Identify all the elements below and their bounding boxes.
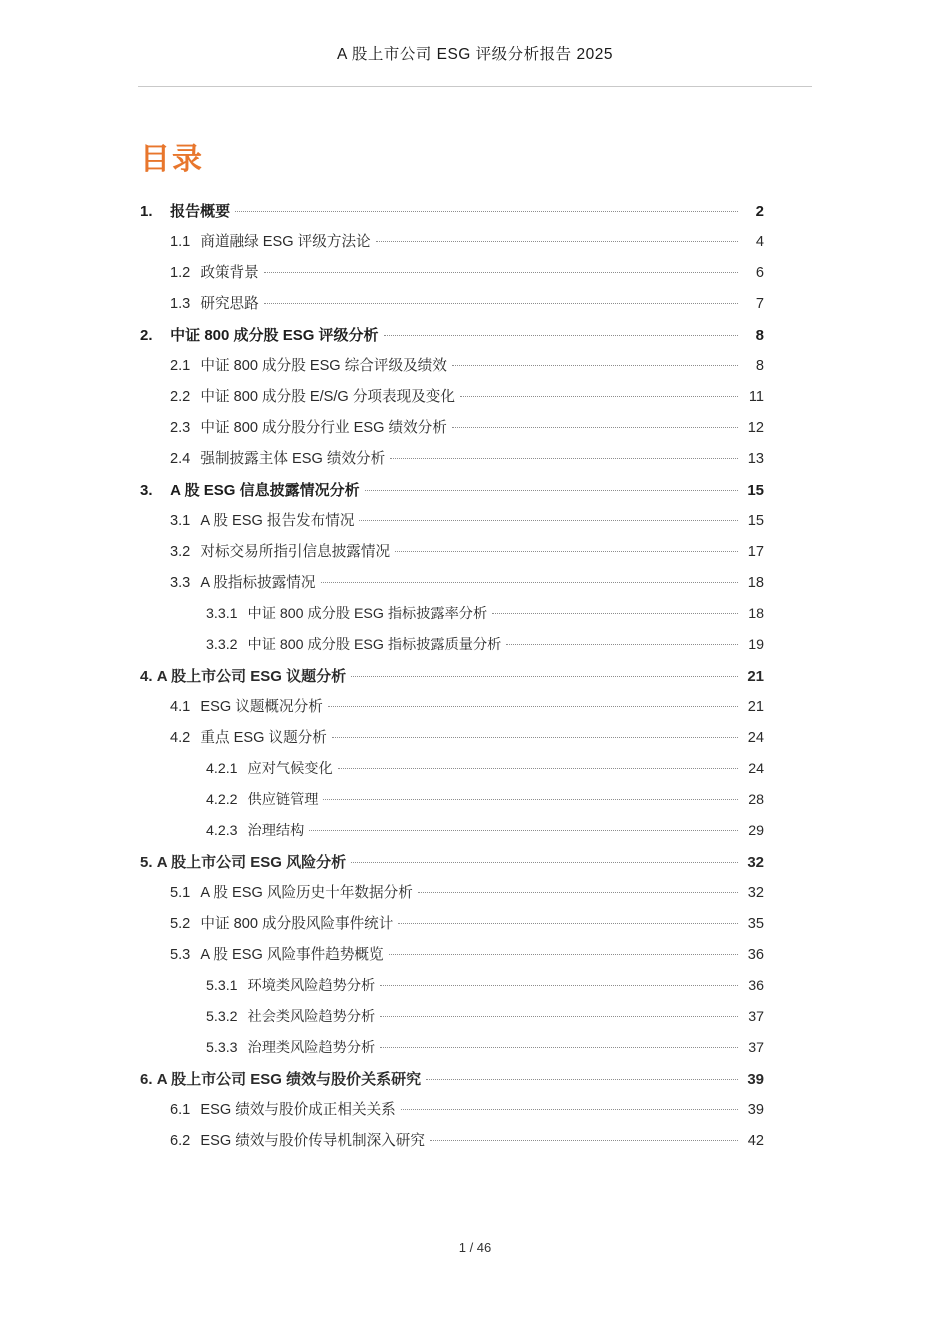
toc-entry-label: ESG 绩效与股价传导机制深入研究 [200, 1133, 425, 1149]
toc-entry-label: A 股指标披露情况 [200, 575, 316, 591]
toc-entry-number: 2.4 [170, 451, 191, 467]
toc-entry-page: 4 [755, 234, 764, 250]
toc-entry-number: 1.3 [170, 296, 191, 312]
toc-entry-page: 17 [747, 544, 764, 560]
toc-entry-number: 3.2 [170, 544, 191, 560]
toc-entry[interactable] [0, 1103, 950, 1134]
toc-entry-label: 政策背景 [200, 265, 259, 281]
toc-entry-number: 2. [140, 327, 153, 344]
toc-entry-number: 5.3.1 [206, 978, 238, 994]
toc-leader-dots [328, 706, 738, 707]
toc-entry[interactable] [0, 1134, 950, 1165]
toc-entry[interactable] [0, 793, 950, 824]
toc-leader-dots [395, 551, 738, 552]
toc-entry-number: 5.2 [170, 916, 191, 932]
toc-entry-number: 5.3.2 [206, 1009, 238, 1025]
toc-entry-page: 8 [755, 358, 764, 374]
toc-entry-number: 4.2.2 [206, 792, 238, 808]
toc-entry-label: A 股上市公司 ESG 议题分析 [156, 668, 347, 685]
toc-leader-dots [351, 676, 738, 677]
toc-entry-page: 24 [747, 730, 764, 746]
page-footer [0, 1240, 950, 1255]
toc-entry-number: 4.2 [170, 730, 191, 746]
toc-entry-label: ESG 议题概况分析 [200, 699, 323, 715]
toc-leader-dots [332, 737, 738, 738]
toc-entry-page: 39 [747, 1071, 764, 1088]
toc-entry-page: 32 [747, 854, 764, 871]
toc-entry-label: A 股上市公司 ESG 绩效与股价关系研究 [156, 1071, 422, 1088]
toc-entry-label: 重点 ESG 议题分析 [200, 730, 327, 746]
toc-leader-dots [380, 1016, 738, 1017]
toc-entry-label: 中证 800 成分股风险事件统计 [200, 916, 394, 932]
toc-leader-dots [460, 396, 738, 397]
toc-entry-page: 2 [755, 203, 764, 220]
toc-entry[interactable] [0, 948, 950, 979]
toc-entry-label: ESG 绩效与股价成正相关关系 [200, 1102, 396, 1118]
toc-entry-label: 中证 800 成分股 ESG 综合评级及绩效 [200, 358, 447, 374]
toc-entry-label: 中证 800 成分股分行业 ESG 绩效分析 [200, 420, 447, 436]
toc-entry-page: 36 [748, 978, 764, 994]
toc-entry-label: 中证 800 成分股 ESG 评级分析 [170, 327, 379, 344]
toc-leader-dots [452, 365, 738, 366]
toc-leader-dots [380, 1047, 738, 1048]
toc-entry-label: 治理结构 [247, 823, 305, 839]
toc-entry-label: 强制披露主体 ESG 绩效分析 [200, 451, 386, 467]
toc-leader-dots [309, 830, 738, 831]
toc-entry-number: 6. [140, 1071, 153, 1088]
toc-entry-number: 2.1 [170, 358, 191, 374]
toc-entry-number: 3. [140, 482, 153, 499]
toc-entry[interactable] [0, 1072, 950, 1103]
toc-leader-dots [264, 303, 738, 304]
toc-leader-dots [384, 335, 738, 336]
page-number: 1 / 46 [458, 1240, 492, 1255]
toc-entry[interactable] [0, 483, 950, 514]
toc-leader-dots [359, 520, 738, 521]
toc-entry-number: 3.3.2 [206, 637, 238, 653]
toc-entry-page: 37 [748, 1009, 764, 1025]
toc-entry[interactable] [0, 700, 950, 731]
toc-leader-dots [398, 923, 738, 924]
toc-leader-dots [264, 272, 738, 273]
toc-leader-dots [401, 1109, 738, 1110]
toc-entry-page: 12 [747, 420, 764, 436]
toc-heading: 目录 [140, 143, 204, 176]
toc-entry-page: 28 [748, 792, 764, 808]
toc-leader-dots [380, 985, 738, 986]
toc-entry-label: A 股上市公司 ESG 风险分析 [156, 854, 347, 871]
toc-entry-number: 2.3 [170, 420, 191, 436]
toc-entry[interactable] [0, 979, 950, 1010]
toc-entry-number: 1. [140, 203, 153, 220]
toc-entry[interactable] [0, 297, 950, 328]
toc-entry-label: A 股 ESG 风险事件趋势概览 [200, 947, 384, 963]
toc-entry[interactable] [0, 545, 950, 576]
toc-leader-dots [338, 768, 738, 769]
toc-entry-page: 39 [747, 1102, 764, 1118]
toc-entry[interactable] [0, 514, 950, 545]
toc-entry[interactable] [0, 452, 950, 483]
toc-entry-page: 21 [747, 668, 764, 685]
toc-entry-label: 中证 800 成分股 ESG 指标披露质量分析 [247, 637, 502, 653]
toc-entry-page: 15 [747, 513, 764, 529]
toc-entry[interactable] [0, 855, 950, 886]
toc-entry-page: 21 [747, 699, 764, 715]
toc-entry-page: 32 [747, 885, 764, 901]
toc-entry-number: 4.2.1 [206, 761, 238, 777]
toc-entry-number: 5. [140, 854, 153, 871]
toc-entry[interactable] [0, 421, 950, 452]
toc-entry-number: 4.1 [170, 699, 191, 715]
toc-entry-page: 15 [747, 482, 764, 499]
toc-entry-label: 应对气候变化 [247, 761, 333, 777]
toc-entry-number: 3.3.1 [206, 606, 238, 622]
toc-entry[interactable] [0, 762, 950, 793]
toc-entry-number: 3.3 [170, 575, 191, 591]
toc-entry-page: 42 [747, 1133, 764, 1149]
toc-entry-number: 2.2 [170, 389, 191, 405]
toc-entry-number: 3.1 [170, 513, 191, 529]
toc-entry[interactable] [0, 1041, 950, 1072]
toc-leader-dots [492, 613, 738, 614]
table-of-contents [0, 204, 950, 1165]
toc-entry-page: 13 [747, 451, 764, 467]
toc-entry[interactable] [0, 204, 950, 235]
document-header [0, 0, 950, 64]
toc-entry[interactable] [0, 235, 950, 266]
toc-entry-page: 29 [748, 823, 764, 839]
toc-leader-dots [376, 241, 738, 242]
toc-leader-dots [323, 799, 738, 800]
toc-entry[interactable] [0, 917, 950, 948]
toc-entry[interactable] [0, 266, 950, 297]
toc-leader-dots [351, 862, 738, 863]
header-divider [138, 86, 812, 87]
toc-leader-dots [418, 892, 738, 893]
toc-entry[interactable] [0, 669, 950, 700]
toc-entry-label: A 股 ESG 报告发布情况 [200, 513, 355, 529]
toc-entry-label: 社会类风险趋势分析 [247, 1009, 376, 1025]
toc-leader-dots [506, 644, 738, 645]
toc-entry-number: 5.1 [170, 885, 191, 901]
toc-entry-page: 19 [748, 637, 764, 653]
toc-entry-number: 1.2 [170, 265, 191, 281]
toc-entry-page: 18 [748, 606, 764, 622]
document-title: A 股上市公司 ESG 评级分析报告 2025 [337, 46, 613, 63]
toc-entry-page: 6 [755, 265, 764, 281]
toc-entry-label: 中证 800 成分股 ESG 指标披露率分析 [247, 606, 488, 622]
toc-entry-number: 4. [140, 668, 153, 685]
toc-entry-label: 商道融绿 ESG 评级方法论 [200, 234, 371, 250]
toc-entry-page: 24 [748, 761, 764, 777]
toc-leader-dots [321, 582, 739, 583]
toc-entry-number: 4.2.3 [206, 823, 238, 839]
toc-entry[interactable] [0, 638, 950, 669]
toc-entry[interactable] [0, 328, 950, 359]
toc-entry-number: 1.1 [170, 234, 191, 250]
toc-entry-number: 6.1 [170, 1102, 191, 1118]
toc-entry-label: 中证 800 成分股 E/S/G 分项表现及变化 [200, 389, 455, 405]
toc-entry-label: A 股 ESG 风险历史十年数据分析 [200, 885, 413, 901]
toc-leader-dots [389, 954, 738, 955]
toc-entry[interactable] [0, 390, 950, 421]
toc-entry-page: 11 [748, 389, 764, 405]
toc-entry[interactable] [0, 359, 950, 390]
toc-leader-dots [452, 427, 738, 428]
toc-leader-dots [430, 1140, 738, 1141]
toc-entry[interactable] [0, 1010, 950, 1041]
toc-entry-page: 37 [748, 1040, 764, 1056]
toc-leader-dots [365, 490, 738, 491]
toc-entry[interactable] [0, 824, 950, 855]
toc-entry-label: 治理类风险趋势分析 [247, 1040, 376, 1056]
toc-entry-page: 35 [747, 916, 764, 932]
toc-entry-page: 7 [755, 296, 764, 312]
toc-entry-label: 供应链管理 [247, 792, 319, 808]
toc-entry[interactable] [0, 607, 950, 638]
toc-entry-number: 5.3.3 [206, 1040, 238, 1056]
toc-entry-number: 5.3 [170, 947, 191, 963]
toc-entry-label: 对标交易所指引信息披露情况 [200, 544, 391, 560]
toc-entry[interactable] [0, 886, 950, 917]
toc-entry-page: 36 [747, 947, 764, 963]
toc-entry-label: 报告概要 [170, 203, 231, 220]
toc-entry-page: 8 [755, 327, 764, 344]
toc-entry[interactable] [0, 731, 950, 762]
toc-entry-page: 18 [747, 575, 764, 591]
toc-entry-label: 环境类风险趋势分析 [247, 978, 376, 994]
toc-entry-number: 6.2 [170, 1133, 191, 1149]
toc-leader-dots [390, 458, 738, 459]
toc-entry-label: A 股 ESG 信息披露情况分析 [170, 482, 360, 499]
toc-leader-dots [426, 1079, 738, 1080]
toc-leader-dots [235, 211, 738, 212]
toc-entry[interactable] [0, 576, 950, 607]
toc-entry-label: 研究思路 [200, 296, 259, 312]
